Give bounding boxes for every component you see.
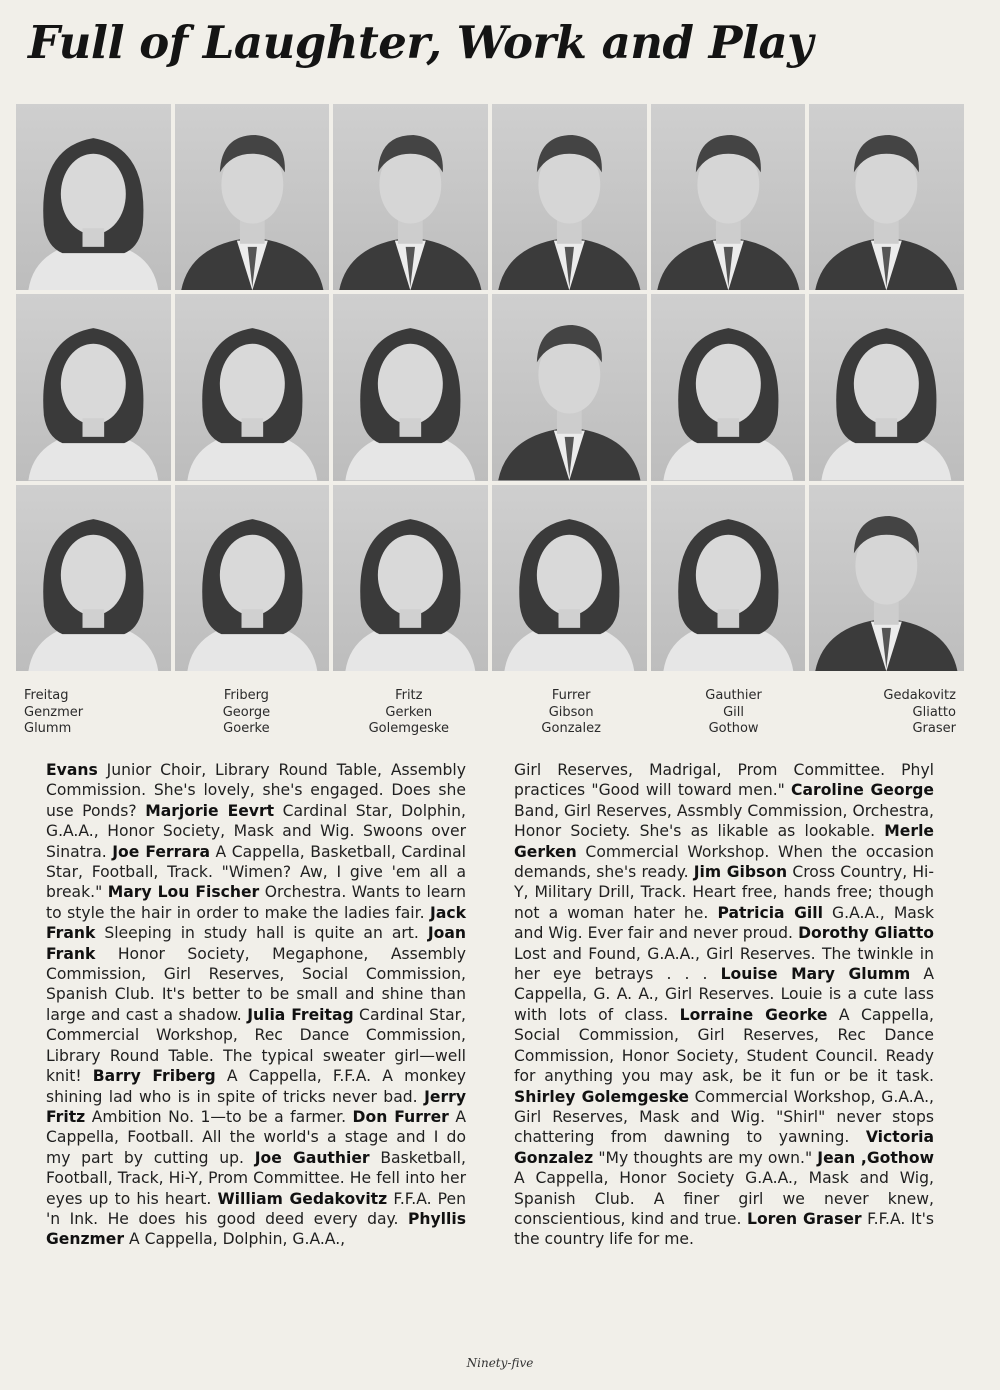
portrait-photo — [492, 485, 647, 671]
portrait-photo — [651, 104, 806, 290]
portrait-photo — [651, 485, 806, 671]
caption-name: Gibson — [548, 704, 594, 720]
student-name: Victoria Gonzalez — [514, 1128, 934, 1167]
portrait-photo — [16, 104, 171, 290]
bio-text: Girl Reserves, Madrigal, Prom Committee. Phyl practices "Good will toward men." — [514, 761, 934, 800]
student-name: Mary Lou Fischer — [107, 883, 260, 902]
portrait-photo — [175, 294, 330, 480]
student-name: Joe Gauthier — [254, 1148, 370, 1167]
bio-text: A Cappella, Football. All the world's a stage and I do my part by cutting up. — [46, 1107, 467, 1167]
student-name: Joan Frank — [46, 924, 466, 963]
student-name: Louise Mary Glumm — [720, 965, 911, 984]
bio-text: A Cappella, G. A. A., Girl Reserves. Louie is a cute lass with lots of class. — [514, 965, 935, 1024]
caption-name: Gothow — [708, 721, 759, 736]
caption-name: Gauthier — [705, 688, 762, 703]
portrait-photo — [16, 294, 171, 480]
photo-caption-names — [24, 688, 956, 738]
portrait-photo — [492, 294, 647, 480]
student-name: William Gedakovitz — [217, 1189, 388, 1208]
bio-text: "My thoughts are my own." — [593, 1148, 818, 1167]
caption-name: Gliatto — [912, 704, 956, 720]
student-name: Jerry Fritz — [46, 1087, 466, 1126]
bio-text: A Cappella, F.F.A. A monkey shining lad who is in spite of tricks never bad. — [46, 1067, 467, 1106]
bio-text: Junior Choir, Library Round Table, Assembly Commission. She's lovely, she's engaged. Does she use Ponds? — [46, 761, 466, 820]
portrait-photo — [175, 104, 330, 290]
bio-text: Honor Society, Megaphone, Assembly Commission, Girl Reserves, Social Commission, Spanish Club. It's better to be small and shine than large and cast a shadow. — [46, 944, 466, 1024]
caption-name: Freitag — [24, 688, 69, 703]
portrait-photo — [809, 104, 964, 290]
caption-name: Fritz — [395, 688, 423, 703]
portrait-photo — [809, 294, 964, 480]
student-name: Caroline George — [791, 781, 934, 800]
bio-text: Ambition No. 1—to be a farmer. — [85, 1107, 353, 1126]
bio-text: Cardinal Star, Dolphin, G.A.A., Honor Society, Mask and Wig. Swoons over Sinatra. — [46, 801, 466, 861]
caption-name: Friberg — [223, 688, 269, 703]
bio-text: F.F.A. Pen 'n Ink. He does his good deed every day. — [46, 1189, 466, 1228]
bio-text: A Cappella, Dolphin, G.A.A., — [124, 1230, 346, 1249]
student-name: Julia Freitag — [247, 1005, 354, 1024]
bio-text: Orchestra. Wants to learn to style the hair in order to make the ladies fair. — [46, 883, 466, 922]
bio-text-left-column — [46, 760, 466, 1250]
caption-column — [511, 688, 631, 738]
caption-name: Gedakovitz — [883, 688, 956, 703]
student-name: Joe Ferrara — [112, 842, 211, 861]
page-title: Full of Laughter, Work and Play — [28, 16, 813, 69]
portrait-photo — [651, 294, 806, 480]
caption-name: Gill — [723, 704, 745, 720]
portrait-grid — [16, 104, 964, 671]
caption-column — [24, 688, 144, 738]
bio-text: Lost and Found, G.A.A., Girl Reserves. The twinkle in her eye betrays . . . — [514, 944, 934, 984]
portrait-photo — [333, 485, 488, 671]
portrait-photo — [333, 294, 488, 480]
student-name: Loren Graser — [747, 1209, 862, 1228]
bio-text: Commercial Workshop. When the occasion demands, she's ready. — [514, 842, 934, 882]
bio-text: A Cappella, Basketball, Cardinal Star, Football, Track. "Wimen? Aw, I give 'em all a break." — [46, 842, 466, 902]
caption-name: Glumm — [24, 721, 72, 736]
student-name: Phyllis Genzmer — [46, 1209, 466, 1249]
bio-text: Commercial Workshop, G.A.A., Girl Reserves, Mask and Wig. "Shirl" never stops chattering from dawning to yawning. — [514, 1087, 934, 1147]
caption-column — [836, 688, 956, 738]
student-name: Jack Frank — [46, 903, 466, 943]
bio-text: A Cappella, Honor Society G.A.A., Mask and Wig, Spanish Club. A finer girl we never knew, conscientious, kind and true. — [514, 1169, 934, 1228]
portrait-photo — [492, 104, 647, 290]
portrait-photo — [333, 104, 488, 290]
caption-name: Furrer — [551, 688, 591, 703]
student-name: Lorraine Georke — [679, 1005, 828, 1024]
student-name: Don Furrer — [352, 1107, 449, 1126]
bio-text-right-column — [514, 760, 934, 1250]
student-name: Barry Friberg — [92, 1067, 216, 1086]
caption-name: George — [222, 704, 271, 720]
student-name: Shirley Golemgeske — [514, 1087, 689, 1106]
bio-text: Sleeping in study hall is quite an art. — [95, 924, 428, 943]
bio-text: G.A.A., Mask and Wig. Ever fair and never proud. — [514, 903, 934, 943]
caption-column — [349, 688, 469, 738]
bio-text: F.F.A. It's the country life for me. — [514, 1209, 935, 1249]
caption-name: Genzmer — [24, 704, 84, 720]
caption-name: Gerken — [385, 704, 433, 720]
bio-text: Cross Country, Hi-Y, Military Drill, Track. Heart free, hands free; though not a woman hater he. — [514, 863, 934, 922]
student-name: Merle Gerken — [514, 822, 934, 861]
bio-text: Basketball, Football, Track, Hi-Y, Prom Committee. He fell into her eyes up to his heart. — [46, 1148, 466, 1208]
student-name: Jean ,Gothow — [817, 1148, 935, 1167]
caption-column — [674, 688, 794, 738]
portrait-photo — [16, 485, 171, 671]
page-number: Ninety-five — [466, 1356, 534, 1370]
student-name: Evans — [46, 761, 98, 779]
portrait-photo — [175, 485, 330, 671]
caption-name: Golemgeske — [368, 721, 449, 736]
student-name: Dorothy Gliatto — [798, 924, 934, 943]
bio-text: Cardinal Star, Commercial Workshop, Rec Dance Commission, Library Round Table. The typical sweater girl—well knit! — [46, 1005, 466, 1086]
bio-text: A Cappella, Social Commission, Girl Reserves, Rec Dance Commission, Honor Society, Student Council. Ready for anything you may ask, be it fun or be it task. — [514, 1005, 934, 1086]
caption-name: Goerke — [223, 721, 270, 736]
caption-name: Gonzalez — [541, 721, 601, 736]
student-name: Patricia Gill — [717, 903, 823, 922]
caption-column — [186, 688, 306, 738]
bio-text: Band, Girl Reserves, Assmbly Commission, Orchestra, Honor Society. She's as likable as lookable. — [514, 801, 934, 841]
portrait-photo — [809, 485, 964, 671]
student-name: Marjorie Eevrt — [145, 801, 275, 820]
caption-name: Graser — [912, 721, 956, 736]
student-name: Jim Gibson — [693, 863, 788, 882]
